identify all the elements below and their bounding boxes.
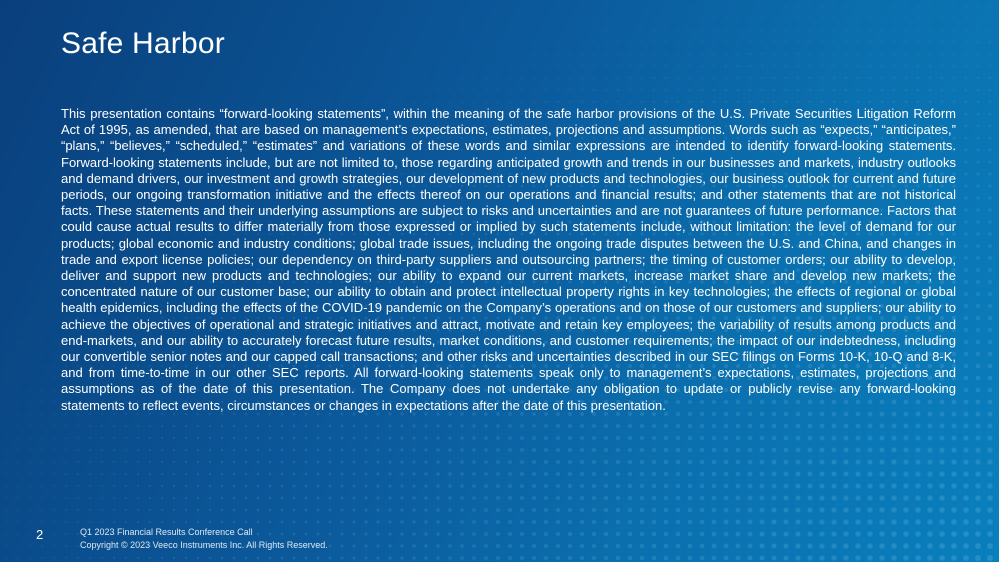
footer-copyright: Copyright © 2023 Veeco Instruments Inc. All Rights Reserved. xyxy=(80,540,328,550)
slide-title: Safe Harbor xyxy=(61,27,225,60)
footer-event-title: Q1 2023 Financial Results Conference Call xyxy=(80,527,253,537)
safe-harbor-paragraph: This presentation contains “forward-looking statements”, within the meaning of the safe harbor provisions of the U.S. Private Securities Litigation Reform Act of 1995, as amended, that are based on management’s expectations, estimates, projections and assumptions. Words such as “expects,” “anticipates,” “plans,” “believes,” “scheduled,” “estimates” and variations of these words and similar expressions are intended to identify forward-looking statements. Forward-looking statements include, but are not limited to, those regarding anticipated growth and trends in our businesses and markets, industry outlooks and demand drivers, our investment and growth strategies, our development of new products and technologies, our business outlook for current and future periods, our ongoing transformation initiative and the effects thereof on our operations and financial results; and other statements that are not historical facts. These statements and their underlying assumptions are subject to risks and uncertainties and are not guarantees of future performance. Factors that could cause actual results to differ materially from those expressed or implied by such statements include, without limitation: the level of demand for our products; global economic and industry conditions; global trade issues, including the ongoing trade disputes between the U.S. and China, and changes in trade and export license policies; our dependency on third-party suppliers and outsourcing partners; the timing of customer orders; our ability to develop, deliver and support new products and technologies; our ability to expand our current markets, increase market share and develop new markets; the concentrated nature of our customer base; our ability to obtain and protect intellectual property rights in key technologies; the effects of regional or global health epidemics, including the effects of the COVID-19 pandemic on the Company’s operations and on those of our customers and suppliers; our ability to achieve the objectives of operational and strategic initiatives and attract, motivate and retain key employees; the variability of results among products and end-markets, and our ability to accurately forecast future results, market conditions, and customer requirements; the impact of our indebtedness, including our convertible senior notes and our capped call transactions; and other risks and uncertainties described in our SEC filings on Forms 10-K, 10-Q and 8-K, and from time-to-time in our other SEC reports. All forward-looking statements speak only to management’s expectations, estimates, projections and assumptions as of the date of this presentation. The Company does not undertake any obligation to update or publicly revise any forward-looking statements to reflect events, circumstances or changes in expectations after the date of this presentation. xyxy=(61,106,956,413)
page-number: 2 xyxy=(36,527,44,542)
